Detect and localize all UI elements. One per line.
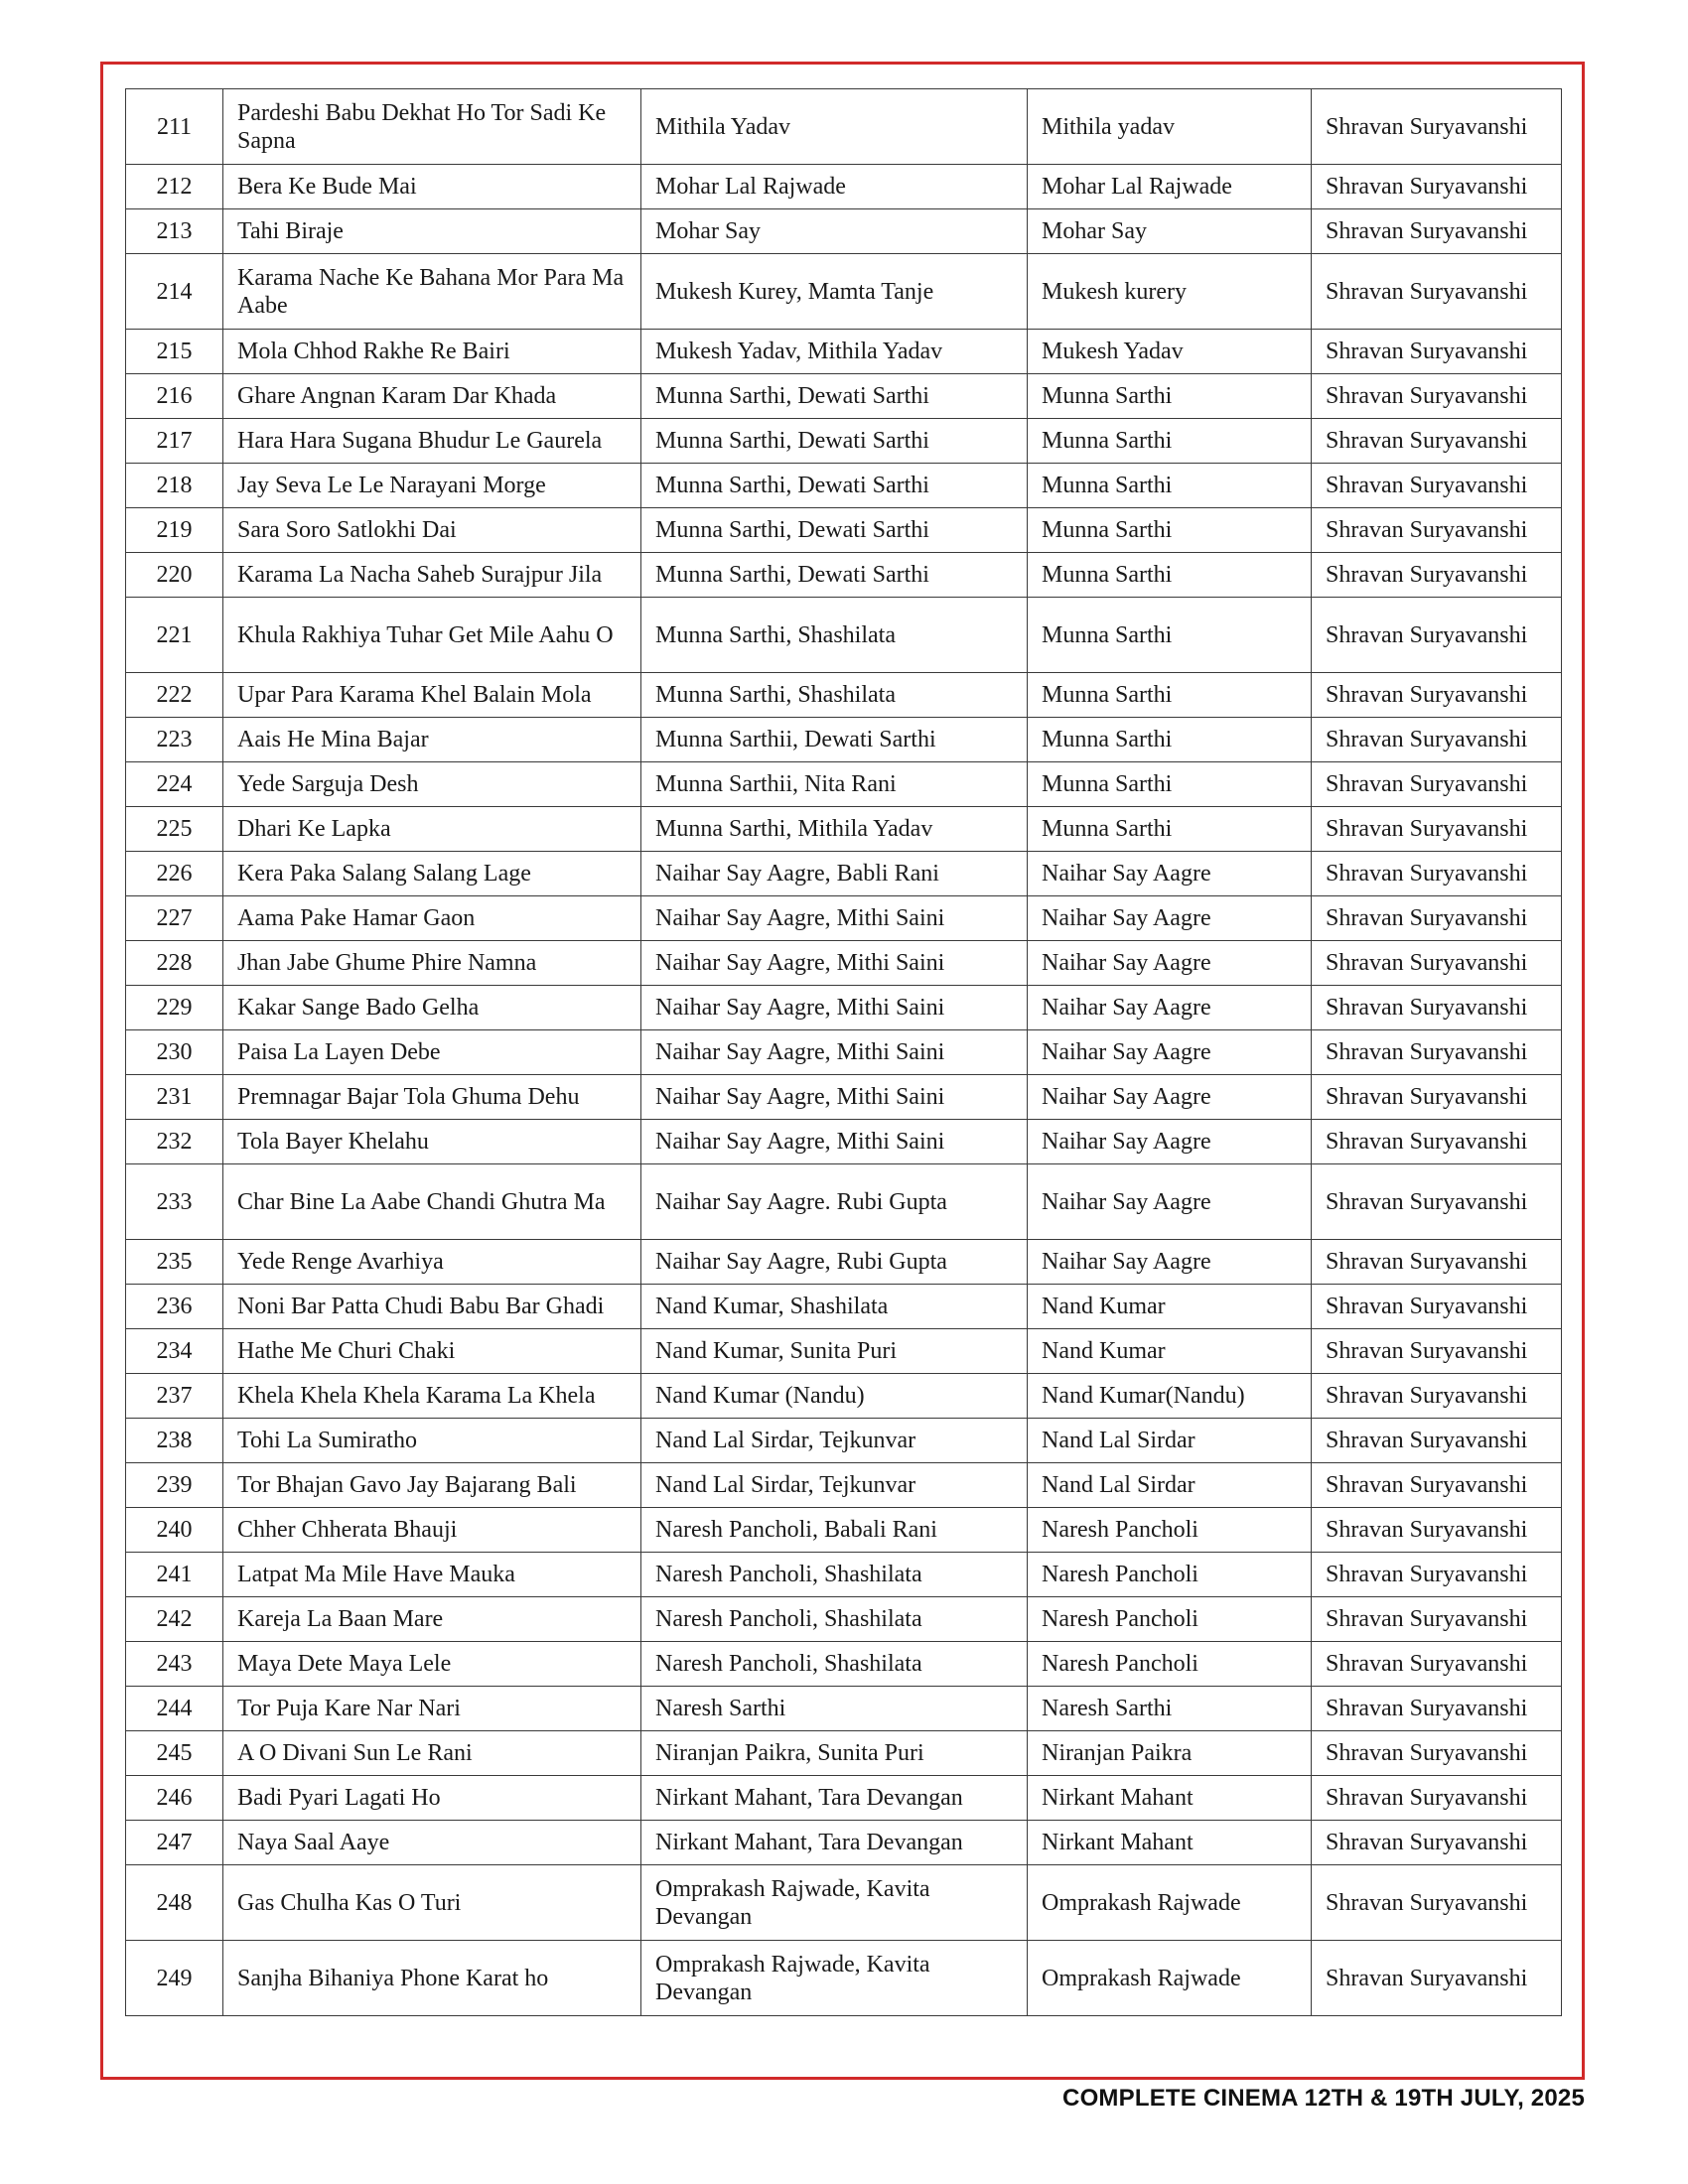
- song-title-cell: Maya Dete Maya Lele: [223, 1642, 641, 1687]
- singer-cell: Munna Sarthii, Dewati Sarthi: [641, 718, 1028, 762]
- singer-cell: Munna Sarthi, Dewati Sarthi: [641, 508, 1028, 553]
- table-row: [126, 1865, 1562, 1941]
- table-row: [126, 1075, 1562, 1120]
- table-row: [126, 1374, 1562, 1419]
- table-row: [126, 852, 1562, 896]
- composer-cell: Mohar Lal Rajwade: [1028, 165, 1312, 209]
- song-title-cell: Badi Pyari Lagati Ho: [223, 1776, 641, 1821]
- song-number-cell: 238: [126, 1419, 223, 1463]
- song-number-cell: 225: [126, 807, 223, 852]
- song-title-cell: Gas Chulha Kas O Turi: [223, 1865, 641, 1941]
- lyricist-cell: Shravan Suryavanshi: [1312, 1731, 1562, 1776]
- table-row: [126, 598, 1562, 673]
- table-row: [126, 508, 1562, 553]
- song-number-cell: 218: [126, 464, 223, 508]
- song-number-cell: 223: [126, 718, 223, 762]
- song-number-cell: 245: [126, 1731, 223, 1776]
- table-row: [126, 1776, 1562, 1821]
- table-row: [126, 986, 1562, 1030]
- table-row: [126, 1240, 1562, 1285]
- composer-cell: Omprakash Rajwade: [1028, 1941, 1312, 2016]
- composer-cell: Munna Sarthi: [1028, 374, 1312, 419]
- lyricist-cell: Shravan Suryavanshi: [1312, 508, 1562, 553]
- singer-cell: Naihar Say Aagre. Rubi Gupta: [641, 1164, 1028, 1240]
- singer-cell: Naihar Say Aagre, Mithi Saini: [641, 1030, 1028, 1075]
- lyricist-cell: Shravan Suryavanshi: [1312, 1553, 1562, 1597]
- singer-cell: Naihar Say Aagre, Mithi Saini: [641, 941, 1028, 986]
- song-number-cell: 231: [126, 1075, 223, 1120]
- song-number-cell: 237: [126, 1374, 223, 1419]
- composer-cell: Mithila yadav: [1028, 89, 1312, 165]
- lyricist-cell: Shravan Suryavanshi: [1312, 1374, 1562, 1419]
- lyricist-cell: Shravan Suryavanshi: [1312, 807, 1562, 852]
- singer-cell: Nand Lal Sirdar, Tejkunvar: [641, 1419, 1028, 1463]
- singer-cell: Munna Sarthi, Mithila Yadav: [641, 807, 1028, 852]
- singer-cell: Naihar Say Aagre, Mithi Saini: [641, 986, 1028, 1030]
- lyricist-cell: Shravan Suryavanshi: [1312, 986, 1562, 1030]
- song-title-cell: Premnagar Bajar Tola Ghuma Dehu: [223, 1075, 641, 1120]
- table-row: [126, 896, 1562, 941]
- song-number-cell: 224: [126, 762, 223, 807]
- table-row: [126, 1419, 1562, 1463]
- song-title-cell: Khela Khela Khela Karama La Khela: [223, 1374, 641, 1419]
- table-row: [126, 1553, 1562, 1597]
- lyricist-cell: Shravan Suryavanshi: [1312, 1463, 1562, 1508]
- lyricist-cell: Shravan Suryavanshi: [1312, 209, 1562, 254]
- table-row: [126, 1731, 1562, 1776]
- composer-cell: Munna Sarthi: [1028, 762, 1312, 807]
- song-title-cell: Jay Seva Le Le Narayani Morge: [223, 464, 641, 508]
- composer-cell: Naresh Pancholi: [1028, 1642, 1312, 1687]
- song-title-cell: Kera Paka Salang Salang Lage: [223, 852, 641, 896]
- composer-cell: Nand Kumar: [1028, 1329, 1312, 1374]
- composer-cell: Mohar Say: [1028, 209, 1312, 254]
- song-title-cell: Sanjha Bihaniya Phone Karat ho: [223, 1941, 641, 2016]
- table-row: [126, 330, 1562, 374]
- composer-cell: Niranjan Paikra: [1028, 1731, 1312, 1776]
- song-title-cell: Yede Sarguja Desh: [223, 762, 641, 807]
- composer-cell: Munna Sarthi: [1028, 508, 1312, 553]
- lyricist-cell: Shravan Suryavanshi: [1312, 1776, 1562, 1821]
- composer-cell: Nirkant Mahant: [1028, 1776, 1312, 1821]
- song-title-cell: Upar Para Karama Khel Balain Mola: [223, 673, 641, 718]
- song-number-cell: 227: [126, 896, 223, 941]
- song-number-cell: 248: [126, 1865, 223, 1941]
- table-row: [126, 1164, 1562, 1240]
- composer-cell: Naihar Say Aagre: [1028, 1164, 1312, 1240]
- table-row: [126, 254, 1562, 330]
- composer-cell: Naihar Say Aagre: [1028, 1120, 1312, 1164]
- song-number-cell: 221: [126, 598, 223, 673]
- composer-cell: Nand Lal Sirdar: [1028, 1463, 1312, 1508]
- song-title-cell: Pardeshi Babu Dekhat Ho Tor Sadi Ke Sapna: [223, 89, 641, 165]
- singer-cell: Nand Kumar, Shashilata: [641, 1285, 1028, 1329]
- song-number-cell: 230: [126, 1030, 223, 1075]
- song-number-cell: 211: [126, 89, 223, 165]
- song-number-cell: 215: [126, 330, 223, 374]
- lyricist-cell: Shravan Suryavanshi: [1312, 598, 1562, 673]
- composer-cell: Munna Sarthi: [1028, 553, 1312, 598]
- singer-cell: Naihar Say Aagre, Rubi Gupta: [641, 1240, 1028, 1285]
- song-number-cell: 243: [126, 1642, 223, 1687]
- song-number-cell: 234: [126, 1329, 223, 1374]
- lyricist-cell: Shravan Suryavanshi: [1312, 165, 1562, 209]
- singer-cell: Munna Sarthi, Dewati Sarthi: [641, 419, 1028, 464]
- lyricist-cell: Shravan Suryavanshi: [1312, 419, 1562, 464]
- singer-cell: Naresh Pancholi, Shashilata: [641, 1553, 1028, 1597]
- composer-cell: Nirkant Mahant: [1028, 1821, 1312, 1865]
- song-number-cell: 214: [126, 254, 223, 330]
- singer-cell: Mukesh Yadav, Mithila Yadav: [641, 330, 1028, 374]
- song-number-cell: 246: [126, 1776, 223, 1821]
- singer-cell: Nand Kumar, Sunita Puri: [641, 1329, 1028, 1374]
- composer-cell: Naihar Say Aagre: [1028, 986, 1312, 1030]
- table-row: [126, 718, 1562, 762]
- song-title-cell: Chher Chherata Bhauji: [223, 1508, 641, 1553]
- composer-cell: Mukesh Yadav: [1028, 330, 1312, 374]
- song-title-cell: Hathe Me Churi Chaki: [223, 1329, 641, 1374]
- singer-cell: Munna Sarthi, Dewati Sarthi: [641, 464, 1028, 508]
- table-row: [126, 553, 1562, 598]
- table-row: [126, 1642, 1562, 1687]
- singer-cell: Naihar Say Aagre, Mithi Saini: [641, 1120, 1028, 1164]
- singer-cell: Munna Sarthi, Dewati Sarthi: [641, 553, 1028, 598]
- song-title-cell: Khula Rakhiya Tuhar Get Mile Aahu O: [223, 598, 641, 673]
- lyricist-cell: Shravan Suryavanshi: [1312, 852, 1562, 896]
- singer-cell: Omprakash Rajwade, Kavita Devangan: [641, 1865, 1028, 1941]
- composer-cell: Munna Sarthi: [1028, 673, 1312, 718]
- song-number-cell: 240: [126, 1508, 223, 1553]
- song-title-cell: Ghare Angnan Karam Dar Khada: [223, 374, 641, 419]
- song-title-cell: Sara Soro Satlokhi Dai: [223, 508, 641, 553]
- lyricist-cell: Shravan Suryavanshi: [1312, 718, 1562, 762]
- song-title-cell: Tohi La Sumiratho: [223, 1419, 641, 1463]
- singer-cell: Naresh Pancholi, Shashilata: [641, 1597, 1028, 1642]
- song-number-cell: 244: [126, 1687, 223, 1731]
- song-number-cell: 228: [126, 941, 223, 986]
- lyricist-cell: Shravan Suryavanshi: [1312, 330, 1562, 374]
- table-row: [126, 1285, 1562, 1329]
- singer-cell: Nirkant Mahant, Tara Devangan: [641, 1776, 1028, 1821]
- song-title-cell: Latpat Ma Mile Have Mauka: [223, 1553, 641, 1597]
- lyricist-cell: Shravan Suryavanshi: [1312, 1240, 1562, 1285]
- song-title-cell: Jhan Jabe Ghume Phire Namna: [223, 941, 641, 986]
- composer-cell: Munna Sarthi: [1028, 598, 1312, 673]
- singer-cell: Niranjan Paikra, Sunita Puri: [641, 1731, 1028, 1776]
- song-number-cell: 213: [126, 209, 223, 254]
- table-row: [126, 374, 1562, 419]
- song-number-cell: 235: [126, 1240, 223, 1285]
- lyricist-cell: Shravan Suryavanshi: [1312, 1941, 1562, 2016]
- song-title-cell: Karama La Nacha Saheb Surajpur Jila: [223, 553, 641, 598]
- composer-cell: Naresh Sarthi: [1028, 1687, 1312, 1731]
- song-title-cell: Kareja La Baan Mare: [223, 1597, 641, 1642]
- singer-cell: Mithila Yadav: [641, 89, 1028, 165]
- singer-cell: Mohar Lal Rajwade: [641, 165, 1028, 209]
- table-row: [126, 464, 1562, 508]
- lyricist-cell: Shravan Suryavanshi: [1312, 941, 1562, 986]
- table-row: [126, 941, 1562, 986]
- song-list-body: [126, 89, 1562, 2016]
- singer-cell: Nirkant Mahant, Tara Devangan: [641, 1821, 1028, 1865]
- lyricist-cell: Shravan Suryavanshi: [1312, 896, 1562, 941]
- composer-cell: Naresh Pancholi: [1028, 1553, 1312, 1597]
- lyricist-cell: Shravan Suryavanshi: [1312, 1642, 1562, 1687]
- song-title-cell: Paisa La Layen Debe: [223, 1030, 641, 1075]
- song-title-cell: Tor Bhajan Gavo Jay Bajarang Bali: [223, 1463, 641, 1508]
- table-row: [126, 89, 1562, 165]
- song-title-cell: Naya Saal Aaye: [223, 1821, 641, 1865]
- song-title-cell: Tor Puja Kare Nar Nari: [223, 1687, 641, 1731]
- singer-cell: Mukesh Kurey, Mamta Tanje: [641, 254, 1028, 330]
- lyricist-cell: Shravan Suryavanshi: [1312, 1687, 1562, 1731]
- lyricist-cell: Shravan Suryavanshi: [1312, 464, 1562, 508]
- composer-cell: Munna Sarthi: [1028, 419, 1312, 464]
- song-number-cell: 222: [126, 673, 223, 718]
- song-title-cell: Hara Hara Sugana Bhudur Le Gaurela: [223, 419, 641, 464]
- lyricist-cell: Shravan Suryavanshi: [1312, 762, 1562, 807]
- song-title-cell: Bera Ke Bude Mai: [223, 165, 641, 209]
- lyricist-cell: Shravan Suryavanshi: [1312, 1285, 1562, 1329]
- lyricist-cell: Shravan Suryavanshi: [1312, 374, 1562, 419]
- lyricist-cell: Shravan Suryavanshi: [1312, 1030, 1562, 1075]
- table-row: [126, 1597, 1562, 1642]
- song-number-cell: 216: [126, 374, 223, 419]
- lyricist-cell: Shravan Suryavanshi: [1312, 1075, 1562, 1120]
- lyricist-cell: Shravan Suryavanshi: [1312, 1419, 1562, 1463]
- singer-cell: Naresh Sarthi: [641, 1687, 1028, 1731]
- song-number-cell: 236: [126, 1285, 223, 1329]
- lyricist-cell: Shravan Suryavanshi: [1312, 553, 1562, 598]
- song-title-cell: Noni Bar Patta Chudi Babu Bar Ghadi: [223, 1285, 641, 1329]
- composer-cell: Naihar Say Aagre: [1028, 941, 1312, 986]
- lyricist-cell: Shravan Suryavanshi: [1312, 1120, 1562, 1164]
- song-number-cell: 219: [126, 508, 223, 553]
- song-number-cell: 239: [126, 1463, 223, 1508]
- song-title-cell: Aama Pake Hamar Gaon: [223, 896, 641, 941]
- lyricist-cell: Shravan Suryavanshi: [1312, 89, 1562, 165]
- singer-cell: Munna Sarthi, Dewati Sarthi: [641, 374, 1028, 419]
- table-row: [126, 1821, 1562, 1865]
- composer-cell: Nand Kumar: [1028, 1285, 1312, 1329]
- composer-cell: Munna Sarthi: [1028, 464, 1312, 508]
- song-title-cell: Aais He Mina Bajar: [223, 718, 641, 762]
- song-number-cell: 212: [126, 165, 223, 209]
- table-row: [126, 1463, 1562, 1508]
- singer-cell: Munna Sarthii, Nita Rani: [641, 762, 1028, 807]
- table-row: [126, 1120, 1562, 1164]
- song-title-cell: A O Divani Sun Le Rani: [223, 1731, 641, 1776]
- song-title-cell: Karama Nache Ke Bahana Mor Para Ma Aabe: [223, 254, 641, 330]
- singer-cell: Nand Lal Sirdar, Tejkunvar: [641, 1463, 1028, 1508]
- singer-cell: Omprakash Rajwade, Kavita Devangan: [641, 1941, 1028, 2016]
- singer-cell: Munna Sarthi, Shashilata: [641, 673, 1028, 718]
- song-title-cell: Dhari Ke Lapka: [223, 807, 641, 852]
- song-title-cell: Mola Chhod Rakhe Re Bairi: [223, 330, 641, 374]
- song-number-cell: 247: [126, 1821, 223, 1865]
- composer-cell: Munna Sarthi: [1028, 807, 1312, 852]
- song-title-cell: Tahi Biraje: [223, 209, 641, 254]
- song-number-cell: 241: [126, 1553, 223, 1597]
- composer-cell: Naihar Say Aagre: [1028, 1075, 1312, 1120]
- composer-cell: Nand Lal Sirdar: [1028, 1419, 1312, 1463]
- table-row: [126, 165, 1562, 209]
- lyricist-cell: Shravan Suryavanshi: [1312, 1508, 1562, 1553]
- singer-cell: Naihar Say Aagre, Mithi Saini: [641, 1075, 1028, 1120]
- table-row: [126, 1687, 1562, 1731]
- song-number-cell: 249: [126, 1941, 223, 2016]
- song-number-cell: 232: [126, 1120, 223, 1164]
- composer-cell: Naresh Pancholi: [1028, 1508, 1312, 1553]
- lyricist-cell: Shravan Suryavanshi: [1312, 1329, 1562, 1374]
- composer-cell: Naihar Say Aagre: [1028, 852, 1312, 896]
- table-row: [126, 673, 1562, 718]
- composer-cell: Omprakash Rajwade: [1028, 1865, 1312, 1941]
- table-row: [126, 1941, 1562, 2016]
- song-title-cell: Tola Bayer Khelahu: [223, 1120, 641, 1164]
- song-number-cell: 233: [126, 1164, 223, 1240]
- composer-cell: Nand Kumar(Nandu): [1028, 1374, 1312, 1419]
- lyricist-cell: Shravan Suryavanshi: [1312, 673, 1562, 718]
- table-row: [126, 1329, 1562, 1374]
- song-number-cell: 217: [126, 419, 223, 464]
- singer-cell: Naihar Say Aagre, Mithi Saini: [641, 896, 1028, 941]
- table-row: [126, 807, 1562, 852]
- lyricist-cell: Shravan Suryavanshi: [1312, 254, 1562, 330]
- table-row: [126, 419, 1562, 464]
- song-title-cell: Kakar Sange Bado Gelha: [223, 986, 641, 1030]
- singer-cell: Naihar Say Aagre, Babli Rani: [641, 852, 1028, 896]
- singer-cell: Nand Kumar (Nandu): [641, 1374, 1028, 1419]
- table-row: [126, 1030, 1562, 1075]
- singer-cell: Naresh Pancholi, Babali Rani: [641, 1508, 1028, 1553]
- composer-cell: Naihar Say Aagre: [1028, 1240, 1312, 1285]
- singer-cell: Mohar Say: [641, 209, 1028, 254]
- lyricist-cell: Shravan Suryavanshi: [1312, 1821, 1562, 1865]
- composer-cell: Munna Sarthi: [1028, 718, 1312, 762]
- composer-cell: Naihar Say Aagre: [1028, 896, 1312, 941]
- song-number-cell: 220: [126, 553, 223, 598]
- song-title-cell: Char Bine La Aabe Chandi Ghutra Ma: [223, 1164, 641, 1240]
- composer-cell: Mukesh kurery: [1028, 254, 1312, 330]
- table-row: [126, 209, 1562, 254]
- table-row: [126, 1508, 1562, 1553]
- song-number-cell: 229: [126, 986, 223, 1030]
- song-number-cell: 242: [126, 1597, 223, 1642]
- singer-cell: Naresh Pancholi, Shashilata: [641, 1642, 1028, 1687]
- song-list-table: [125, 88, 1562, 2016]
- song-title-cell: Yede Renge Avarhiya: [223, 1240, 641, 1285]
- lyricist-cell: Shravan Suryavanshi: [1312, 1164, 1562, 1240]
- publication-footer: COMPLETE CINEMA 12TH & 19TH JULY, 2025: [1062, 2085, 1585, 2112]
- song-number-cell: 226: [126, 852, 223, 896]
- table-row: [126, 762, 1562, 807]
- lyricist-cell: Shravan Suryavanshi: [1312, 1865, 1562, 1941]
- singer-cell: Munna Sarthi, Shashilata: [641, 598, 1028, 673]
- composer-cell: Naihar Say Aagre: [1028, 1030, 1312, 1075]
- composer-cell: Naresh Pancholi: [1028, 1597, 1312, 1642]
- lyricist-cell: Shravan Suryavanshi: [1312, 1597, 1562, 1642]
